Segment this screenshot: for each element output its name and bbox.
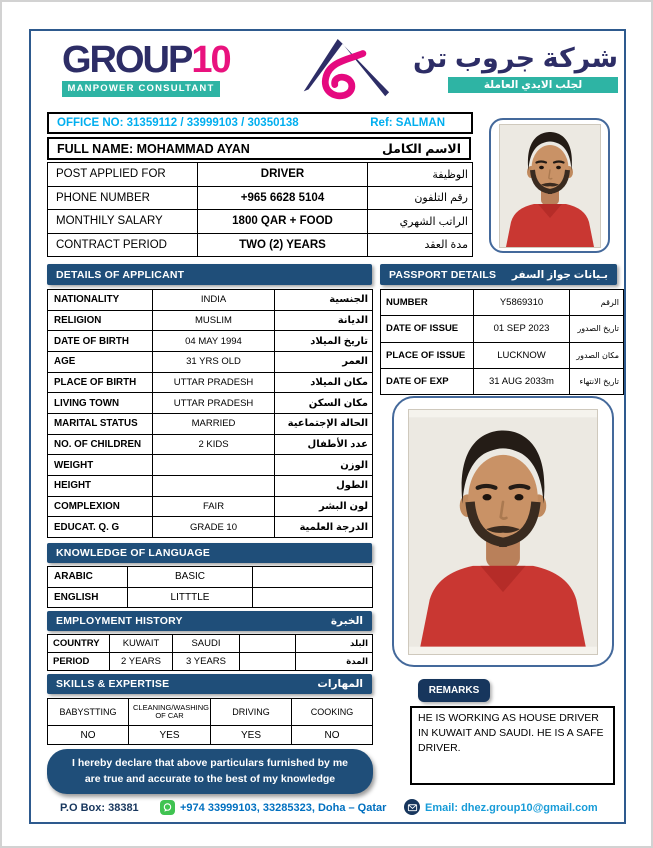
field-label: HEIGHT [48,475,153,496]
ref-label: Ref: SALMAN [370,117,445,129]
table-row [381,342,624,368]
field-value: 1800 QAR + FOOD [198,210,368,234]
company-name-arabic-block [413,44,618,93]
field-label-arabic: مكان السكن [275,393,373,414]
field-label-arabic: البلد [296,635,373,653]
field-label: POST APPLIED FOR [48,163,198,187]
details-table [47,289,372,538]
employment-table [47,634,372,671]
table-row [48,726,373,745]
field-value: LUCKNOW [474,342,570,368]
field-label-arabic: مكان الميلاد [275,372,373,393]
table-row [48,393,373,414]
field-value: KUWAIT [110,635,173,653]
field-label: DATE OF BIRTH [48,331,153,352]
table-row [381,368,624,394]
skills-section-header [47,674,372,694]
applicant-photo [499,124,601,248]
skill-value: NO [292,726,373,745]
field-label: NATIONALITY [48,290,153,311]
skill-column: DRIVING [211,699,292,726]
field-label: ARABIC [48,567,128,588]
table-row [48,413,373,434]
arabic-banner: لجلب الايدي العاملة [448,77,618,93]
field-value: FAIR [153,496,275,517]
skill-value: NO [48,726,129,745]
table-row [48,567,373,588]
field-value: INDIA [153,290,275,311]
field-label: COUNTRY [48,635,110,653]
field-extra [253,567,373,588]
section-title: EMPLOYMENT HISTORY [56,615,183,627]
field-value: DRIVER [198,163,368,187]
field-label: MARITAL STATUS [48,413,153,434]
field-label-arabic: الراتب الشهري [368,210,473,234]
field-label: RELIGION [48,310,153,331]
field-label-arabic: الجنسية [275,290,373,311]
table-row [48,331,373,352]
field-value: MARRIED [153,413,275,434]
field-label-arabic: عدد الأطفال [275,434,373,455]
remarks-title: REMARKS [428,685,480,696]
field-label-arabic: تاريخ الميلاد [275,331,373,352]
section-title: SKILLS & EXPERTISE [56,678,170,690]
section-title: DETAILS OF APPLICANT [56,268,185,281]
field-label: AGE [48,351,153,372]
field-value: Y5869310 [474,290,570,316]
field-label: DATE OF ISSUE [381,316,474,342]
field-value: LITTTLE [128,587,253,608]
field-value: 2 YEARS [110,653,173,671]
footer-email: Email: dhez.group10@gmail.com [425,802,598,814]
remarks-box [410,706,615,785]
company-name-arabic: شركة جروب تن [412,43,618,73]
table-row [381,290,624,316]
field-value: 31 YRS OLD [153,351,275,372]
field-label-arabic: مكان الصدور [570,342,624,368]
field-label: NUMBER [381,290,474,316]
field-value: +965 6628 5104 [198,186,368,210]
skill-value: YES [129,726,211,745]
applicant-photo-frame [392,396,614,667]
table-row [48,233,473,257]
section-title-arabic: بـيانات جواز السفر [511,268,608,281]
field-label: DATE OF EXP [381,368,474,394]
field-label: ENGLISH [48,587,128,608]
field-label-arabic: الديانة [275,310,373,331]
field-label: COMPLEXION [48,496,153,517]
field-label: EDUCAT. Q. G [48,517,153,538]
table-row [381,316,624,342]
skill-value: YES [211,726,292,745]
table-row [48,699,373,726]
table-row [48,372,373,393]
section-title-arabic: المهارات [317,678,363,690]
section-title-arabic: الخبرة [330,615,363,627]
office-bar [47,112,473,134]
remarks-header [418,679,490,702]
field-label: MONTHILY SALARY [48,210,198,234]
table-row [48,163,473,187]
whatsapp-icon [160,800,175,815]
employment-section-header [47,611,372,631]
logo-word: GROUP [62,39,192,81]
field-label: NO. OF CHILDREN [48,434,153,455]
field-label: PHONE NUMBER [48,186,198,210]
field-value: BASIC [128,567,253,588]
field-value: UTTAR PRADESH [153,372,275,393]
field-extra [253,587,373,608]
table-row [48,434,373,455]
table-row [48,653,373,671]
field-label-arabic: الرقم [570,290,624,316]
field-label-arabic: تاريخ الصدور [570,316,624,342]
table-row [48,351,373,372]
field-label-arabic: تاريخ الانتهاء [570,368,624,394]
logo-banner: MANPOWER CONSULTANT [62,81,220,97]
full-name-bar [47,137,471,160]
field-label: PERIOD [48,653,110,671]
declaration-box [47,749,373,794]
table-row [48,517,373,538]
field-label: PLACE OF BIRTH [48,372,153,393]
field-label: WEIGHT [48,455,153,476]
field-label-arabic: الدرجة العلمية [275,517,373,538]
passport-section-header [380,264,617,285]
brand-mark-icon [295,29,392,111]
table-row [48,455,373,476]
language-table [47,566,372,608]
field-value: 04 MAY 1994 [153,331,275,352]
skill-column: BABYSTTING [48,699,129,726]
applicant-photo [408,409,598,655]
table-row [48,635,373,653]
field-value: UTTAR PRADESH [153,393,275,414]
logo-number: 10 [191,39,230,81]
field-label-arabic: مدة العقد [368,233,473,257]
field-label: CONTRACT PERIOD [48,233,198,257]
email-icon [404,799,420,815]
application-table [47,162,472,257]
skill-column: CLEANING/WASHING OF CAR [129,699,211,726]
table-row [48,587,373,608]
field-value: 2 KIDS [153,434,275,455]
full-name-arabic: الاسم الكامل [382,142,461,156]
footer-phone: +974 33999103, 33285323, Doha – Qatar [180,802,387,814]
skill-column: COOKING [292,699,373,726]
section-title: PASSPORT DETAILS [389,268,497,281]
table-row [48,290,373,311]
field-value: SAUDI [173,635,240,653]
field-value [153,455,275,476]
field-label-arabic: الطول [275,475,373,496]
field-value: 3 YEARS [173,653,240,671]
field-value: TWO (2) YEARS [198,233,368,257]
table-row [48,475,373,496]
declaration-text: I hereby declare that above particulars furnished by me are true and accurate to the best of my knowledge [71,757,348,785]
field-label-arabic: الحالة الإجتماعية [275,413,373,434]
full-name: FULL NAME: MOHAMMAD AYAN [57,141,250,156]
office-number: OFFICE NO: 31359112 / 33999103 / 30350138 [57,117,299,129]
field-value [240,653,296,671]
company-logo [62,39,230,97]
field-label: PLACE OF ISSUE [381,342,474,368]
skills-table [47,698,372,744]
field-label-arabic: الوظيفة [368,163,473,187]
field-value [240,635,296,653]
field-label: LIVING TOWN [48,393,153,414]
table-row [48,186,473,210]
table-row [48,496,373,517]
remarks-text: HE IS WORKING AS HOUSE DRIVER IN KUWAIT AND SAUDI. HE IS A SAFE DRIVER. [418,712,604,755]
field-label-arabic: الوزن [275,455,373,476]
field-label-arabic: لون البشر [275,496,373,517]
field-label-arabic: العمر [275,351,373,372]
po-box: P.O Box: 38381 [60,802,139,814]
passport-table [380,289,623,395]
section-title: KNOWLEDGE OF LANGUAGE [56,547,211,559]
language-section-header [47,543,372,563]
details-section-header [47,264,372,285]
field-value [153,475,275,496]
field-value: MUSLIM [153,310,275,331]
field-value: GRADE 10 [153,517,275,538]
field-label-arabic: رقم التلفون [368,186,473,210]
field-value: 31 AUG 2033m [474,368,570,394]
passport-photo-frame [489,118,610,253]
field-label-arabic: المدة [296,653,373,671]
table-row [48,210,473,234]
table-row [48,310,373,331]
company-logo-text [62,39,230,81]
field-value: 01 SEP 2023 [474,316,570,342]
